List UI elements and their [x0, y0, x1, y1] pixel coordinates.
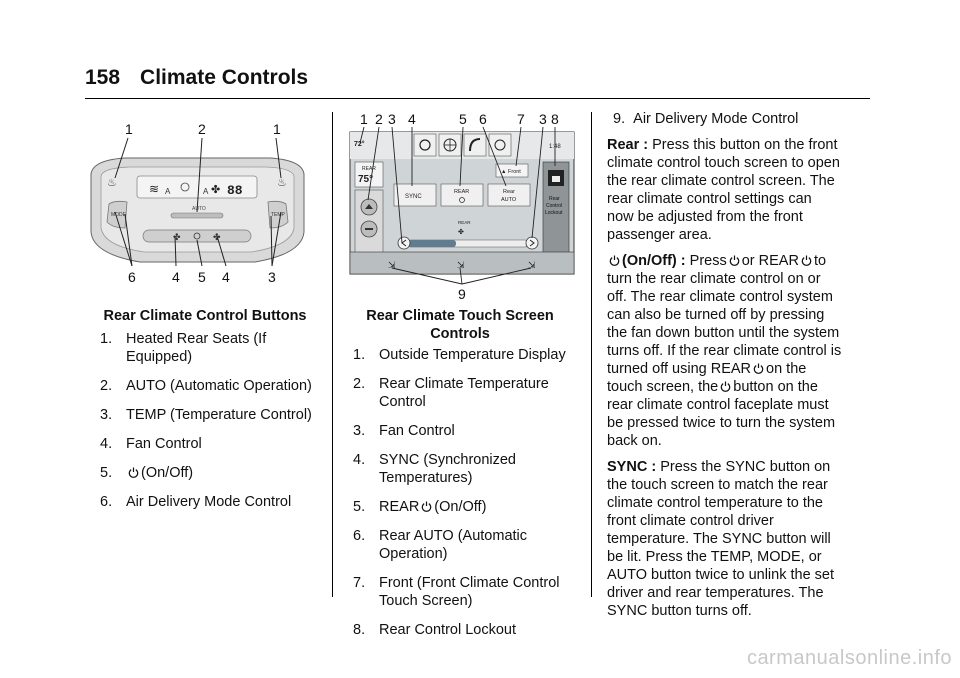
- list-item-9: 9. Air Delivery Mode Control: [613, 111, 799, 127]
- list-item: 5. (On/Off): [100, 465, 194, 481]
- list-item: 1. Heated Rear Seats (If Equipped): [100, 331, 267, 365]
- power-icon: [609, 255, 620, 266]
- svg-text:✤: ✤: [213, 233, 221, 243]
- list-item: 2. Rear Climate Temperature Control: [353, 376, 549, 410]
- screen-front-button-label: Front: [508, 169, 521, 175]
- header-rule: [85, 98, 870, 99]
- watermark: carmanualsonline.info: [746, 647, 952, 669]
- callout-6: 6: [479, 111, 487, 127]
- power-icon: [801, 255, 812, 266]
- screen-clock: 1:48: [549, 144, 561, 150]
- callout-6: 6: [128, 269, 136, 285]
- callout-1-right: 1: [273, 121, 281, 137]
- list-item: 8. Rear Control Lockout: [353, 622, 517, 638]
- screen-fan-rear-label: REAR: [458, 220, 471, 225]
- callout-8: 8: [551, 111, 559, 127]
- figure-caption-touch-screen: Rear Climate Touch Screen Controls: [366, 308, 554, 342]
- list-item: 5. REAR (On/Off): [353, 499, 487, 515]
- page-header: [85, 66, 308, 90]
- power-icon: [720, 381, 731, 392]
- callout-3: 3: [268, 269, 276, 285]
- svg-text:✤: ✤: [211, 183, 221, 196]
- list-item: 6. Air Delivery Mode Control: [100, 494, 292, 510]
- callout-7: 7: [517, 111, 525, 127]
- screen-sync-button: SYNC: [405, 194, 422, 200]
- list-item: 3. Fan Control: [353, 423, 455, 439]
- panel-a-left: A: [165, 187, 171, 196]
- list-item: 7. Front (Front Climate Control Touch Screen): [353, 575, 560, 609]
- panel-display-digits: 88: [227, 183, 243, 198]
- callout-5: 5: [459, 111, 467, 127]
- callout-2: 2: [375, 111, 383, 127]
- svg-text:♨: ♨: [277, 176, 287, 189]
- screen-outside-temp: 72°: [354, 141, 365, 148]
- column-divider-right: [591, 112, 592, 597]
- screen-lockout-3: Lockout: [545, 210, 563, 216]
- svg-text:♨: ♨: [107, 176, 117, 189]
- callout-9: 9: [458, 286, 466, 302]
- sync-description: SYNC : Press the SYNC button on the touch screen to match the rear climate control temperature to the front climate control driver temperature. The SYNC button will be lit. Press the TEMP, MODE, or AUTO button twice to unlink the set driver and rear temperatures. The SYNC button turns off.: [607, 459, 835, 619]
- screen-rear-auto-1: Rear: [503, 189, 515, 195]
- svg-text:▲: ▲: [501, 169, 507, 175]
- svg-text:✤: ✤: [173, 233, 181, 243]
- callout-3-right: 3: [539, 111, 547, 127]
- callout-2: 2: [198, 121, 206, 137]
- screen-rear-auto-2: AUTO: [501, 197, 517, 203]
- list-item: 1. Outside Temperature Display: [353, 347, 566, 363]
- list-item: 4. Fan Control: [100, 436, 202, 452]
- list-item: 3. TEMP (Temperature Control): [100, 407, 312, 423]
- svg-text:⇲: ⇲: [528, 261, 536, 271]
- list-touch-screen: [353, 346, 578, 650]
- power-icon: [729, 255, 740, 266]
- list-rear-buttons: [100, 330, 325, 522]
- panel-auto-label: AUTO: [192, 206, 206, 212]
- callout-4-left: 4: [172, 269, 180, 285]
- list-item: 4. SYNC (Synchronized Temperatures): [353, 452, 516, 486]
- power-icon: [421, 501, 432, 512]
- panel-mode-label: MODE: [111, 212, 126, 218]
- callout-4-right: 4: [222, 269, 230, 285]
- column-divider-left: [332, 112, 333, 597]
- page-number: 158: [85, 66, 121, 89]
- screen-rear-temp: 75°: [358, 174, 374, 185]
- callout-1: 1: [360, 111, 368, 127]
- list-item: 6. Rear AUTO (Automatic Operation): [353, 528, 528, 562]
- list-item: 2. AUTO (Automatic Operation): [100, 378, 312, 394]
- screen-lockout-1: Rear: [549, 196, 560, 202]
- screen-rear-label: REAR: [362, 166, 376, 172]
- svg-text:✤: ✤: [458, 228, 464, 236]
- power-icon: [128, 467, 139, 478]
- rear-climate-buttons-figure: [85, 112, 310, 302]
- screen-rear-button: REAR: [454, 189, 470, 195]
- svg-text:⇲: ⇲: [388, 261, 396, 271]
- rear-description: Rear : Press this button on the front climate control touch screen to open the rear climate control screen. The rear climate control settings can now be adjusted from the front passenger area.: [607, 137, 840, 243]
- panel-a-right: A: [203, 187, 209, 196]
- callout-5: 5: [198, 269, 206, 285]
- callout-4: 4: [408, 111, 416, 127]
- section-title: Climate Controls: [140, 66, 309, 89]
- svg-text:⇲: ⇲: [457, 261, 465, 271]
- rear-touch-screen-figure: [346, 110, 576, 302]
- power-icon: [753, 363, 764, 374]
- right-column-text: [607, 110, 842, 628]
- callout-3-left: 3: [388, 111, 396, 127]
- svg-text:≋: ≋: [149, 182, 160, 196]
- figure-caption-buttons: Rear Climate Control Buttons: [103, 308, 307, 324]
- callout-1-left: 1: [125, 121, 133, 137]
- panel-temp-label: TEMP: [271, 212, 285, 218]
- screen-lockout-2: Control: [546, 203, 563, 209]
- onoff-description: (On/Off) : Press or REAR to turn the rear climate control on or off. The rear climate control system can also be turned off by pressing the fan down button until the system turns off. If the rear climate control is turned off using REAR on the touch screen, the button on the rear climate control faceplate must be pressed twice to turn the system back on.: [607, 253, 842, 449]
